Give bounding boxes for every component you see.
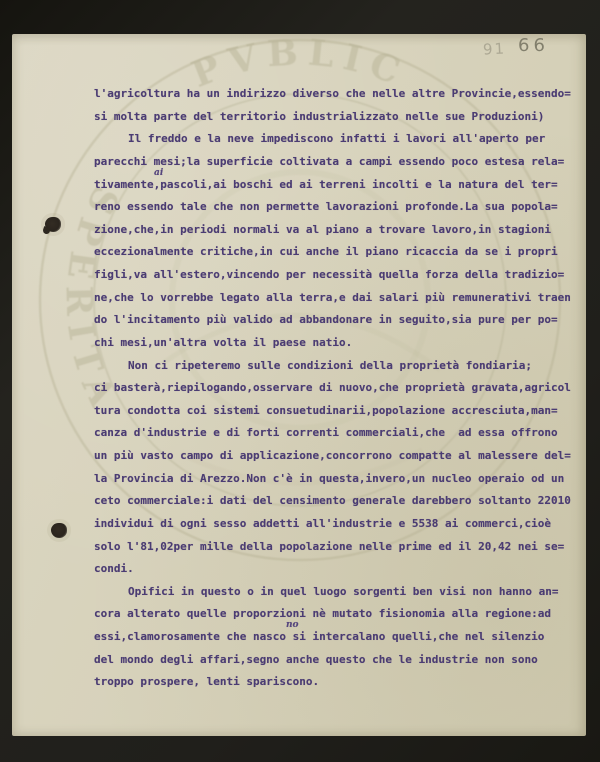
text-line-content: l'agricoltura ha un indirizzo diverso che nelle altre Provincie,essendo=	[94, 87, 571, 100]
text-line-content: Il freddo e la neve impediscono infatti i lavori all'aperto per	[128, 132, 546, 146]
text-line-content: chi mesi,un'altra volta il paese natio.	[94, 335, 353, 349]
text-line-content: tura condotta coi sistemi consuetudinarii,popolazione accresciuta,man=	[94, 403, 558, 417]
text-line-content: cora alterato quelle proporzioni nè mutato fisionomia alla regione:ad	[94, 607, 551, 621]
text-line	[94, 581, 586, 604]
text-line-content: eccezionalmente critiche,in cui anche il piano ricaccia da se i propri	[94, 245, 558, 259]
text-line-content: del mondo degli affari,segno anche questo che le industrie non sono	[94, 652, 538, 666]
text-line	[94, 649, 586, 672]
text-line	[94, 671, 586, 694]
text-line-content: ci basterà,riepilogando,osservare di nuovo,che proprietà gravata,agricol	[94, 381, 571, 395]
handwritten-insertion: ai	[154, 167, 164, 178]
text-line-content: Non ci ripeteremo sulle condizioni della proprietà fondiaria;	[128, 358, 532, 372]
text-line	[94, 309, 586, 332]
text-line-content: condi.	[94, 562, 134, 576]
text-line-content: solo l'81,02per mille della popolazione nelle prime ed il 20,42 nei se=	[94, 539, 565, 553]
punch-hole-top	[45, 217, 61, 232]
text-line	[94, 513, 586, 536]
text-line-content: individui di ogni sesso addetti all'industrie e 5538 ai commerci,cioè	[94, 516, 551, 530]
text-line	[94, 83, 586, 106]
text-line-content: canza d'industrie e di forti correnti commerciali,che ad essa offrono	[94, 426, 558, 440]
text-line	[94, 196, 586, 219]
text-line	[94, 445, 586, 468]
watermark-left-text: SPERITA	[57, 179, 127, 421]
watermark-top-text: PVBLIC	[186, 34, 414, 96]
text-line-content: reno essendo tale che non permette lavorazioni profonde.La sua popola=	[94, 200, 558, 214]
text-line-content: figli,va all'estero,vincendo per necessità quella forza della tradizio=	[94, 268, 565, 281]
text-line	[94, 468, 586, 491]
typewritten-text	[94, 83, 586, 694]
text-line	[94, 106, 586, 129]
text-line	[94, 332, 586, 355]
text-line	[94, 287, 586, 310]
stamped-page-number: 66	[518, 35, 549, 56]
text-line-content: troppo prospere, lenti spariscono.	[94, 675, 320, 689]
punch-hole-bottom	[51, 523, 67, 538]
text-line	[94, 151, 586, 174]
text-line-content: zione,che,in periodi normali va al piano a trovare lavoro,in stagioni	[94, 222, 551, 236]
text-line-content: essi,clamorosamente che nasco si intercalano quelli,che nel silenzio	[94, 630, 545, 643]
text-line	[94, 490, 586, 513]
handwritten-insertion: no	[286, 620, 299, 630]
text-line	[94, 128, 586, 151]
text-line-content: tivamente,pascoli,ai boschi ed ai terreni incolti e la natura del ter=	[94, 177, 558, 191]
text-line	[94, 400, 586, 423]
text-line	[94, 219, 586, 242]
text-line	[94, 620, 586, 649]
text-line	[94, 422, 586, 445]
text-line	[94, 264, 586, 287]
text-line-content: un più vasto campo di applicazione,concorrono compatte al malessere del=	[94, 449, 571, 462]
pencil-page-number: 91	[482, 39, 507, 59]
text-line-content: Opifici in questo o in quel luogo sorgenti ben visi non hanno an=	[128, 584, 559, 598]
text-line-content: parecchi mesi;la superficie coltivata a campi essendo poco estesa rela=	[94, 154, 565, 168]
text-line	[94, 355, 586, 378]
text-line	[94, 536, 586, 559]
text-line-content: la Provincia di Arezzo.Non c'è in questa,invero,un nucleo operaio od un	[94, 471, 565, 485]
text-line	[94, 167, 586, 197]
text-line-content: ceto commerciale:i dati del censimento generale darebbero soltanto 22010	[94, 494, 571, 508]
text-line	[94, 603, 586, 626]
text-line	[94, 377, 586, 400]
text-line-content: si molta parte del territorio industrializzato nelle sue Produzioni)	[94, 109, 545, 123]
text-line	[94, 558, 586, 581]
document-page	[12, 34, 586, 736]
text-line-content: ne,che lo vorrebbe legato alla terra,e dai salari più remunerativi traen	[94, 290, 571, 304]
text-line	[94, 241, 586, 264]
text-line-content: do l'incitamento più valido ad abbandonare in seguito,sia pure per po=	[94, 313, 558, 327]
